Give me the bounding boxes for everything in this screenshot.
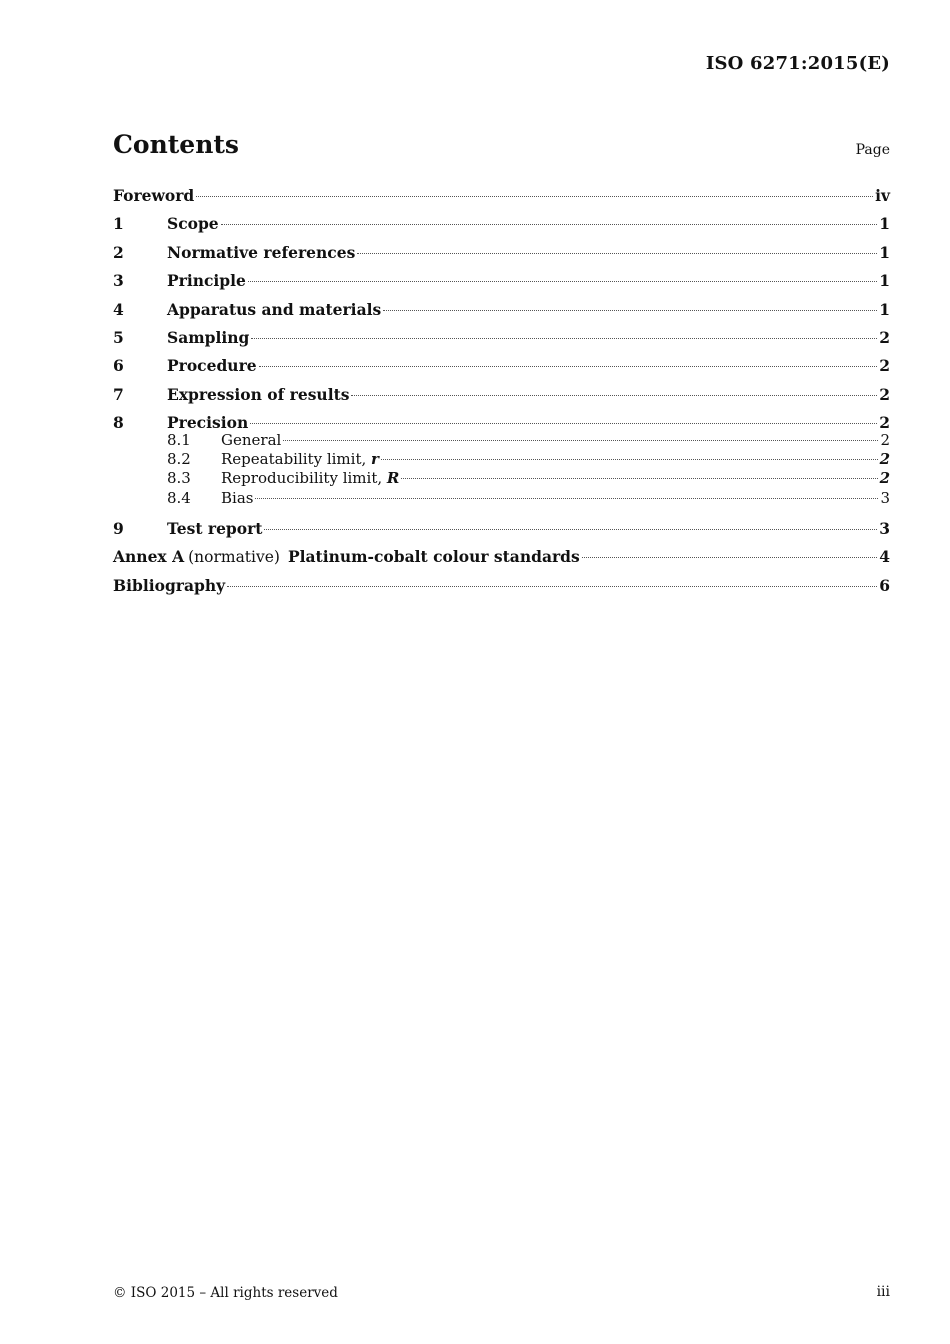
toc-subentry-title: Reproducibility limit, xyxy=(221,469,387,488)
toc-entry-page: 1 xyxy=(879,299,890,319)
toc-entry-scope[interactable] xyxy=(113,212,890,240)
toc-entry-number: 9 xyxy=(113,519,124,539)
toc-entry-number: 6 xyxy=(113,356,124,376)
toc-subentry-title: Repeatability limit, xyxy=(221,449,372,468)
reproducibility-symbol: R xyxy=(386,469,400,488)
dot-leader xyxy=(401,478,877,479)
dot-leader xyxy=(264,529,877,530)
dot-leader xyxy=(582,557,877,558)
toc-subentry-number: 8.2 xyxy=(167,449,191,468)
toc-entry-title: Scope xyxy=(167,214,219,234)
toc-entry-apparatus[interactable] xyxy=(113,298,890,326)
toc-subentry-bias[interactable] xyxy=(113,489,890,518)
toc-subentry-general[interactable] xyxy=(113,431,890,450)
annex-title: Platinum-cobalt colour standards xyxy=(287,547,580,567)
dot-leader xyxy=(255,498,878,499)
toc-entry-annex-a[interactable] xyxy=(113,545,890,573)
page-column-label: Page xyxy=(855,142,890,158)
toc-entry-principle[interactable] xyxy=(113,269,890,297)
toc-entry-page: 2 xyxy=(879,384,890,404)
toc-entry-page: 4 xyxy=(879,547,890,567)
toc-entry-number: 4 xyxy=(113,299,124,319)
toc-entry-title: Apparatus and materials xyxy=(167,299,382,319)
toc-subentry-number: 8.1 xyxy=(167,430,191,449)
toc-entry-normative-references[interactable] xyxy=(113,241,890,269)
toc-entry-number: 2 xyxy=(113,242,124,262)
toc-entry-page: 1 xyxy=(879,214,890,234)
toc-subentry-repeatability[interactable] xyxy=(113,450,890,469)
contents-heading: Contents xyxy=(113,130,240,159)
dot-leader xyxy=(381,459,878,460)
toc-entry-page: 2 xyxy=(879,413,890,433)
toc-entry-number: 5 xyxy=(113,327,124,347)
toc-entry-number: 7 xyxy=(113,384,124,404)
toc-subentry-title: General xyxy=(221,430,282,449)
dot-leader xyxy=(283,440,878,441)
toc-entry-bibliography[interactable] xyxy=(113,574,890,602)
toc-subentry-number: 8.3 xyxy=(167,469,191,488)
dot-leader xyxy=(221,224,878,225)
toc-subentry-page: 2 xyxy=(880,430,890,449)
dot-leader xyxy=(227,586,877,587)
toc-subentry-page: 2 xyxy=(879,449,890,468)
toc-entry-title: Bibliography xyxy=(113,575,226,595)
toc-entry-number: 1 xyxy=(113,214,124,234)
toc-entry-title: Sampling xyxy=(167,327,250,347)
toc-entry-page: 6 xyxy=(879,575,890,595)
toc-subentry-number: 8.4 xyxy=(167,488,191,507)
dot-leader xyxy=(259,366,878,367)
toc-entry-title: Principle xyxy=(167,271,246,291)
toc-entry-test-report[interactable] xyxy=(113,517,890,545)
toc-subentry-title: Bias xyxy=(221,488,254,507)
document-identifier: ISO 6271:2015(E) xyxy=(705,53,890,74)
toc-entry-foreword[interactable] xyxy=(113,184,890,212)
toc-entry-page: 3 xyxy=(879,519,890,539)
toc-entry-title: Procedure xyxy=(167,356,257,376)
annex-label: Annex A xyxy=(113,547,185,567)
dot-leader xyxy=(383,310,877,311)
dot-leader xyxy=(357,253,877,254)
dot-leader xyxy=(248,281,877,282)
toc-subentry-page: 3 xyxy=(880,488,890,507)
toc-entry-page: 1 xyxy=(879,242,890,262)
toc-entry-title: Expression of results xyxy=(167,384,350,404)
toc-entry-title: Normative references xyxy=(167,242,356,262)
toc-entry-sampling[interactable] xyxy=(113,326,890,354)
dot-leader xyxy=(196,196,873,197)
annex-type: (normative) xyxy=(188,548,280,567)
toc-entry-title: Test report xyxy=(167,519,263,539)
toc-subentry-page: 2 xyxy=(879,469,890,488)
dot-leader xyxy=(251,338,877,339)
toc-entry-number: 8 xyxy=(113,413,124,433)
toc-entry-page: 2 xyxy=(879,356,890,376)
page-number: iii xyxy=(876,1284,890,1300)
table-of-contents xyxy=(113,184,890,602)
repeatability-symbol: r xyxy=(371,449,379,468)
toc-entry-procedure[interactable] xyxy=(113,354,890,382)
toc-entry-page: 1 xyxy=(879,271,890,291)
toc-entry-page: 2 xyxy=(879,327,890,347)
dot-leader xyxy=(351,395,877,396)
toc-entry-precision[interactable] xyxy=(113,411,890,431)
toc-entry-title: Foreword xyxy=(113,186,195,205)
copyright-notice: © ISO 2015 – All rights reserved xyxy=(113,1285,338,1301)
toc-entry-title: Precision xyxy=(167,413,249,433)
dot-leader xyxy=(250,423,877,424)
toc-entry-number: 3 xyxy=(113,271,124,291)
toc-entry-page: iv xyxy=(875,186,890,205)
toc-subentry-reproducibility[interactable] xyxy=(113,469,890,488)
toc-entry-expression-of-results[interactable] xyxy=(113,383,890,411)
